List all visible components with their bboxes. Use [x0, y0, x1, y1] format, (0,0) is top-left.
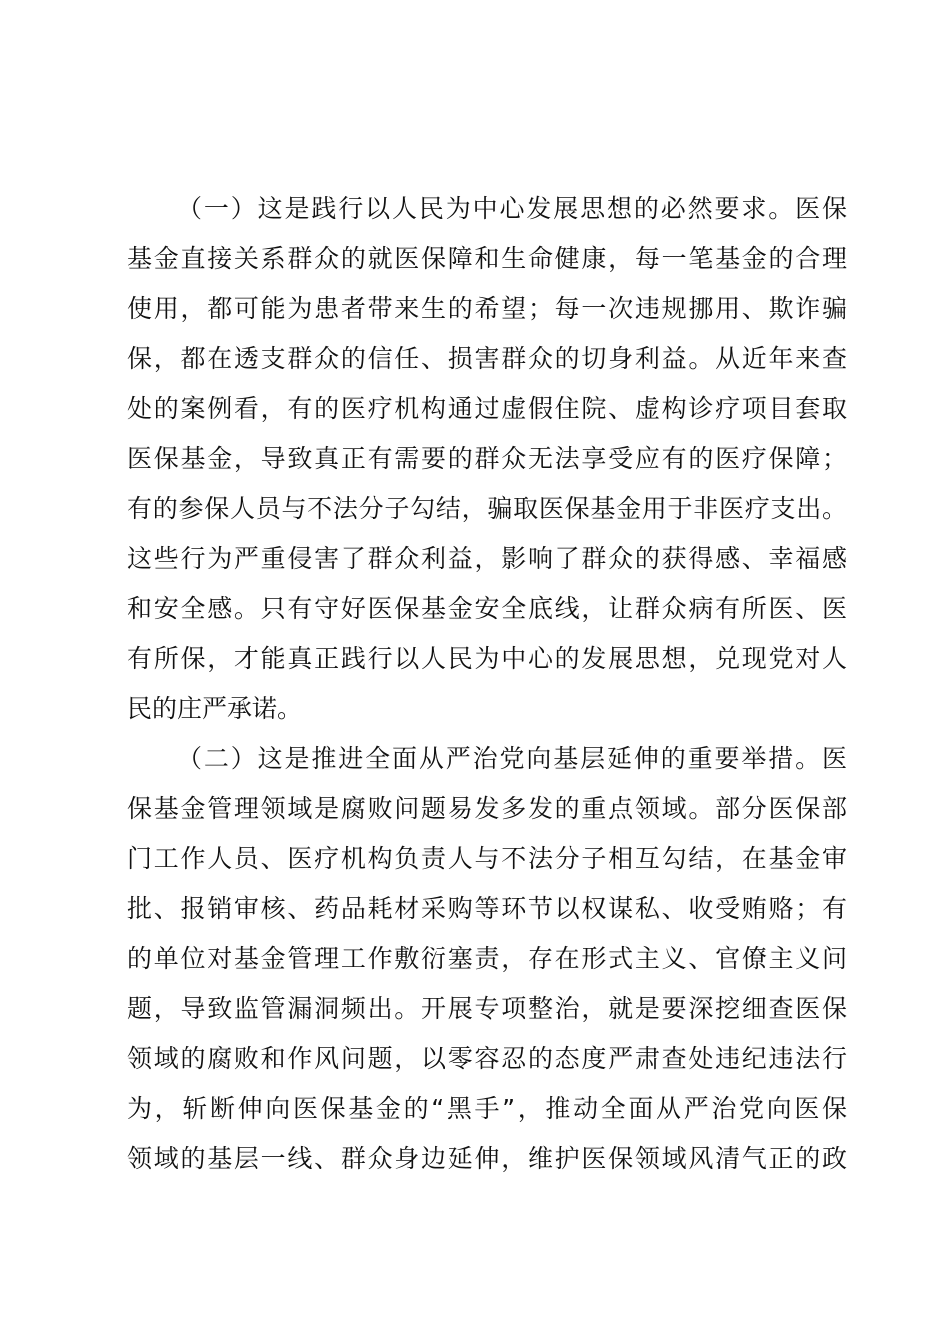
- paragraph-line: 有的参保人员与不法分子勾结，骗取医保基金用于非医疗支出。: [127, 494, 847, 523]
- paragraph-line: 的单位对基金管理工作敷衍塞责，存在形式主义、官僚主义问: [127, 944, 847, 973]
- document-body: [127, 184, 847, 1184]
- paragraph-line: 处的案例看，有的医疗机构通过虚假住院、虚构诊疗项目套取: [127, 394, 847, 423]
- paragraph-line: 医保基金，导致真正有需要的群众无法享受应有的医疗保障；: [127, 444, 847, 473]
- paragraph-line: 领域的腐败和作风问题，以零容忍的态度严肃查处违纪违法行: [127, 1044, 847, 1073]
- paragraph-line: 和安全感。只有守好医保基金安全底线，让群众病有所医、医: [127, 594, 847, 623]
- paragraph-line: 保，都在透支群众的信任、损害群众的切身利益。从近年来查: [127, 344, 847, 373]
- paragraph-line: 领域的基层一线、群众身边延伸，维护医保领域风清气正的政: [127, 1144, 847, 1173]
- paragraph-line: 保基金管理领域是腐败问题易发多发的重点领域。部分医保部: [127, 794, 847, 823]
- paragraph-line: 有所保，才能真正践行以人民为中心的发展思想，兑现党对人: [127, 644, 847, 673]
- paragraph-line: 门工作人员、医疗机构负责人与不法分子相互勾结，在基金审: [127, 844, 847, 873]
- paragraph-line: 题，导致监管漏洞频出。开展专项整治，就是要深挖细查医保: [127, 994, 847, 1023]
- paragraph-line: 批、报销审核、药品耗材采购等环节以权谋私、收受贿赂；有: [127, 894, 847, 923]
- paragraph-line: 这些行为严重侵害了群众利益，影响了群众的获得感、幸福感: [127, 544, 847, 573]
- paragraph-line: （一）这是践行以人民为中心发展思想的必然要求。医保: [177, 194, 847, 223]
- paragraph-line: 使用，都可能为患者带来生的希望；每一次违规挪用、欺诈骗: [127, 294, 847, 323]
- paragraph-line: （二）这是推进全面从严治党向基层延伸的重要举措。医: [177, 744, 847, 773]
- paragraph-line: 为，斩断伸向医保基金的“黑手”，推动全面从严治党向医保: [127, 1094, 847, 1123]
- paragraph-one: [127, 184, 847, 734]
- paragraph-two: [127, 734, 847, 1184]
- paragraph-line: 基金直接关系群众的就医保障和生命健康，每一笔基金的合理: [127, 244, 847, 273]
- paragraph-line: 民的庄严承诺。: [127, 694, 303, 723]
